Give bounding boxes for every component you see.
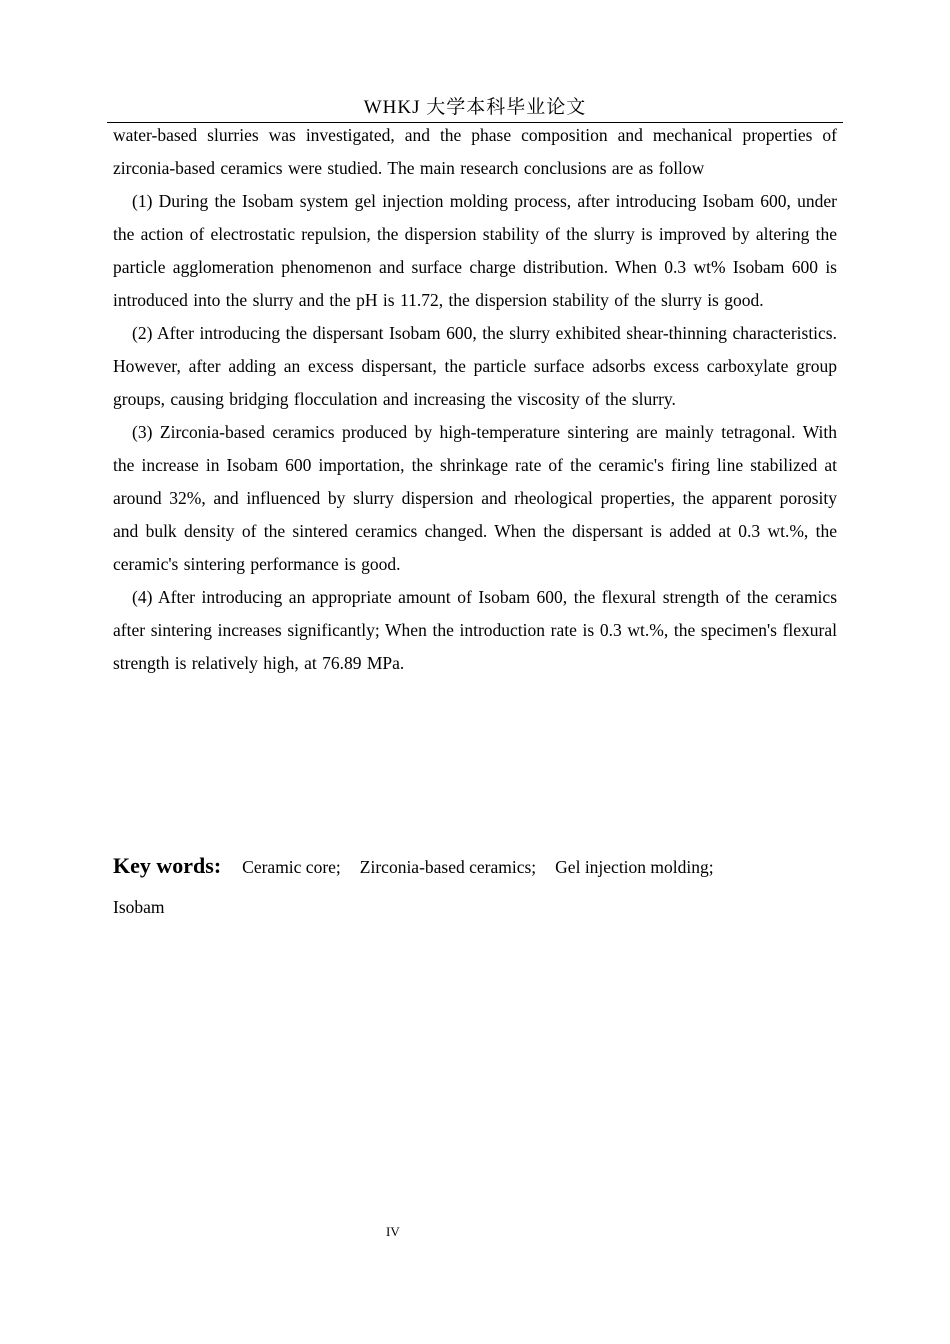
page-number: IV [386,1224,400,1239]
keywords-section [113,846,837,927]
keyword-item: Gel injection molding; [555,857,714,877]
abstract-body [113,119,837,680]
keyword-item: Zirconia-based ceramics; [359,857,537,877]
conclusion-item-2: (2) After introducing the dispersant Isobam 600, the slurry exhibited shear-thinning characteristics. However, after adding an excess dispersant, the particle surface adsorbs excess carboxylate group groups, causing bridging flocculation and increasing the viscosity of the slurry. [113,323,837,409]
keywords-label: Key words: [113,853,222,878]
conclusion-item-4: (4) After introducing an appropriate amount of Isobam 600, the flexural strength of the ceramics after sintering increases significantly; When the introduction rate is 0.3 wt.%, the specimen's flexural strength is relatively high, at 76.89 MPa. [113,587,837,673]
page-header-title: WHKJ 大学本科毕业论文 [363,97,587,118]
keyword-item: Isobam [113,897,165,917]
conclusion-item-3: (3) Zirconia-based ceramics produced by high-temperature sintering are mainly tetragonal. With the increase in Isobam 600 importation, the shrinkage rate of the ceramic's firing line stabilized at around 32%, and influenced by slurry dispersion and rheological properties, the apparent porosity and bulk density of the sintered ceramics changed. When the dispersant is added at 0.3 wt.%, the ceramic's sintering performance is good. [113,422,837,574]
keyword-item: Ceramic core; [242,857,341,877]
conclusion-item-1: (1) During the Isobam system gel injection molding process, after introducing Isobam 600, under the action of electrostatic repulsion, the dispersion stability of the slurry is improved by altering the particle agglomeration phenomenon and surface charge distribution. When 0.3 wt% Isobam 600 is introduced into the slurry and the pH is 11.72, the dispersion stability of the slurry is good. [113,191,837,310]
abstract-continuation-paragraph: water-based slurries was investigated, and the phase composition and mechanical properties of zirconia-based ceramics were studied. The main research conclusions are as follow [113,125,837,178]
